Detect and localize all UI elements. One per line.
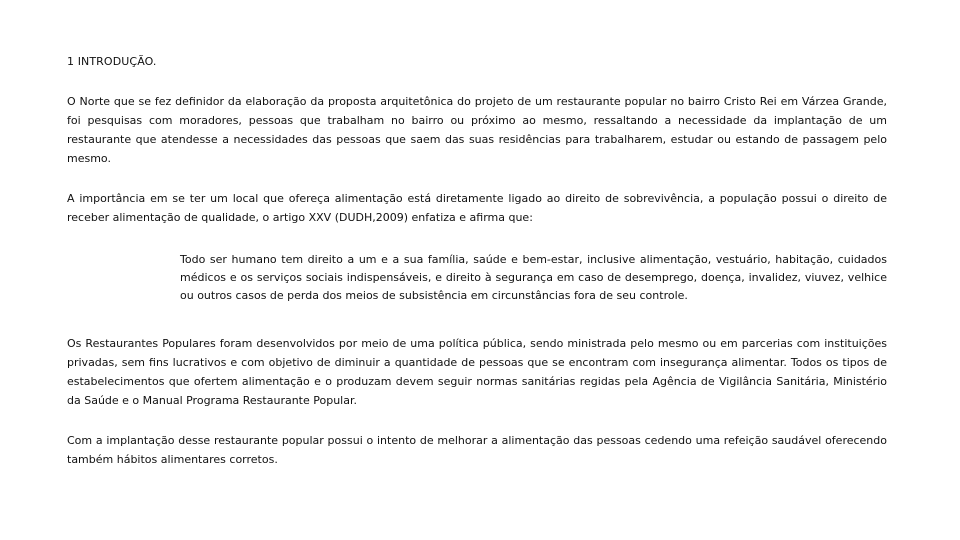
section-heading: 1 INTRODUÇÃO.	[67, 55, 157, 68]
block-quote-dudh: Todo ser humano tem direito a um e a sua família, saúde e bem-estar, inclusive alimentação, vestuário, habitação, cuidados médicos e os serviços sociais indispensáveis, e direito à segurança em caso de desemprego, doença, invalidez, viuvez, velhice ou outros casos de perda dos meios de subsistência em circunstâncias fora de seu controle.	[180, 253, 887, 302]
paragraph-conclusion: Com a implantação desse restaurante popular possui o intento de melhorar a alimentação das pessoas cedendo uma refeição saudável oferecendo também hábitos alimentares corretos.	[67, 434, 887, 466]
paragraph-restaurantes-populares: Os Restaurantes Populares foram desenvolvidos por meio de uma política pública, sendo ministrada pelo mesmo ou em parcerias com instituições privadas, sem fins lucrativos e com objetivo de diminuir a quantidade de pessoas que se encontram com insegurança alimentar. Todos os tipos de estabelecimentos que ofertem alimentação e o produzam devem seguir normas sanitárias regidas pela Agência de Vigilância Sanitária, Ministério da Saúde e o Manual Programa Restaurante Popular.	[67, 337, 887, 407]
paragraph-importance: A importância em se ter um local que ofereça alimentação está diretamente ligado ao direito de sobrevivência, a população possui o direito de receber alimentação de qualidade, o artigo XXV (DUDH,2009) enfatiza e afirma que:	[67, 192, 887, 224]
paragraph-introduction: O Norte que se fez definidor da elaboração da proposta arquitetônica do projeto de um restaurante popular no bairro Cristo Rei em Várzea Grande, foi pesquisas com moradores, pessoas que trabalham no bairro ou próximo ao mesmo, ressaltando a necessidade da implantação de um restaurante que atendesse a necessidades das pessoas que saem das suas residências para trabalharem, estudar ou estando de passagem pelo mesmo.	[67, 95, 887, 165]
